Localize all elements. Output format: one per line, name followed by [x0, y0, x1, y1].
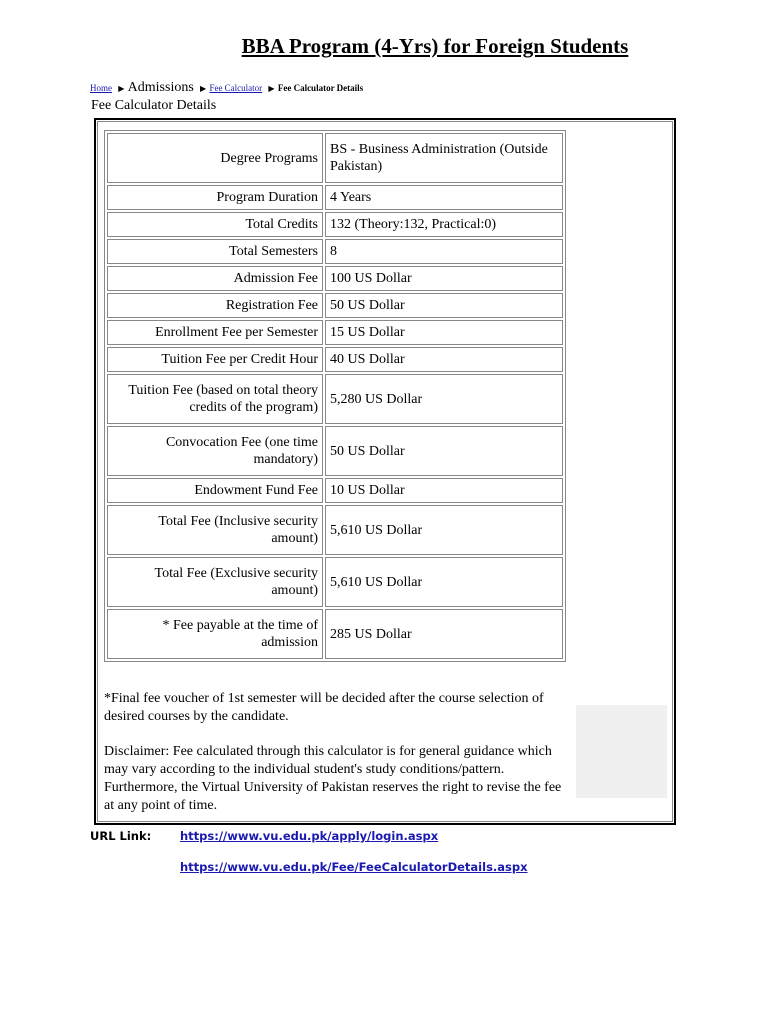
fee-details-table	[104, 130, 566, 662]
row-value: 10 US Dollar	[325, 478, 563, 503]
row-value: 50 US Dollar	[325, 293, 563, 318]
fee-notes	[104, 690, 566, 832]
row-label: Degree Programs	[107, 133, 323, 183]
row-label: Registration Fee	[107, 293, 323, 318]
row-label: Total Fee (Inclusive security amount)	[107, 505, 323, 555]
table-row	[107, 320, 563, 345]
row-label: Tuition Fee per Credit Hour	[107, 347, 323, 372]
table-row	[107, 266, 563, 291]
row-label: Admission Fee	[107, 266, 323, 291]
breadcrumb-arrow-icon: ▶	[200, 84, 207, 93]
row-value: 40 US Dollar	[325, 347, 563, 372]
row-label: * Fee payable at the time of admission	[107, 609, 323, 659]
breadcrumb	[90, 80, 363, 96]
row-value: 5,280 US Dollar	[325, 374, 563, 424]
final-voucher-note: *Final fee voucher of 1st semester will be decided after the course selection of desired courses by the candidate.	[104, 691, 544, 724]
table-row	[107, 239, 563, 264]
row-value: 285 US Dollar	[325, 609, 563, 659]
row-label: Enrollment Fee per Semester	[107, 320, 323, 345]
table-row	[107, 426, 563, 476]
apply-login-link[interactable]: https://www.vu.edu.pk/apply/login.aspx	[180, 829, 439, 843]
row-value: 4 Years	[325, 185, 563, 210]
row-value: 8	[325, 239, 563, 264]
breadcrumb-admissions[interactable]: Admissions	[127, 80, 194, 95]
row-value: 50 US Dollar	[325, 426, 563, 476]
breadcrumb-home-link[interactable]: Home	[90, 83, 112, 93]
table-row	[107, 212, 563, 237]
breadcrumb-arrow-icon: ▶	[118, 84, 125, 93]
table-row	[107, 478, 563, 503]
row-value: 5,610 US Dollar	[325, 505, 563, 555]
side-panel-placeholder	[576, 705, 667, 798]
url-link-label: URL Link:	[90, 829, 152, 843]
row-value: 100 US Dollar	[325, 266, 563, 291]
disclaimer-note: Disclaimer: Fee calculated through this calculator is for general guidance which may vary according to the individual student's study conditions/pattern. Furthermore, the Virtual University of Pakistan reserves the right to revise the fee at any point of time.	[104, 744, 562, 813]
table-row	[107, 133, 563, 183]
row-label: Total Fee (Exclusive security amount)	[107, 557, 323, 607]
breadcrumb-fee-calculator-link[interactable]: Fee Calculator	[209, 83, 263, 93]
row-label: Convocation Fee (one time mandatory)	[107, 426, 323, 476]
row-label: Total Credits	[107, 212, 323, 237]
fee-calculator-details-link[interactable]: https://www.vu.edu.pk/Fee/FeeCalculatorDetails.aspx	[180, 860, 528, 874]
section-subtitle: Fee Calculator Details	[91, 98, 217, 113]
row-label: Program Duration	[107, 185, 323, 210]
breadcrumb-arrow-icon: ▶	[268, 84, 275, 93]
row-value: 5,610 US Dollar	[325, 557, 563, 607]
page-title: BBA Program (4-Yrs) for Foreign Students	[241, 34, 629, 58]
table-row	[107, 185, 563, 210]
row-label: Total Semesters	[107, 239, 323, 264]
table-row	[107, 557, 563, 607]
row-value: BS - Business Administration (Outside Pakistan)	[325, 133, 563, 183]
table-row	[107, 347, 563, 372]
row-label: Endowment Fund Fee	[107, 478, 323, 503]
breadcrumb-current: Fee Calculator Details	[277, 83, 364, 93]
table-row	[107, 609, 563, 659]
row-value: 132 (Theory:132, Practical:0)	[325, 212, 563, 237]
table-row	[107, 505, 563, 555]
table-row	[107, 374, 563, 424]
table-row	[107, 293, 563, 318]
row-value: 15 US Dollar	[325, 320, 563, 345]
row-label: Tuition Fee (based on total theory credits of the program)	[107, 374, 323, 424]
